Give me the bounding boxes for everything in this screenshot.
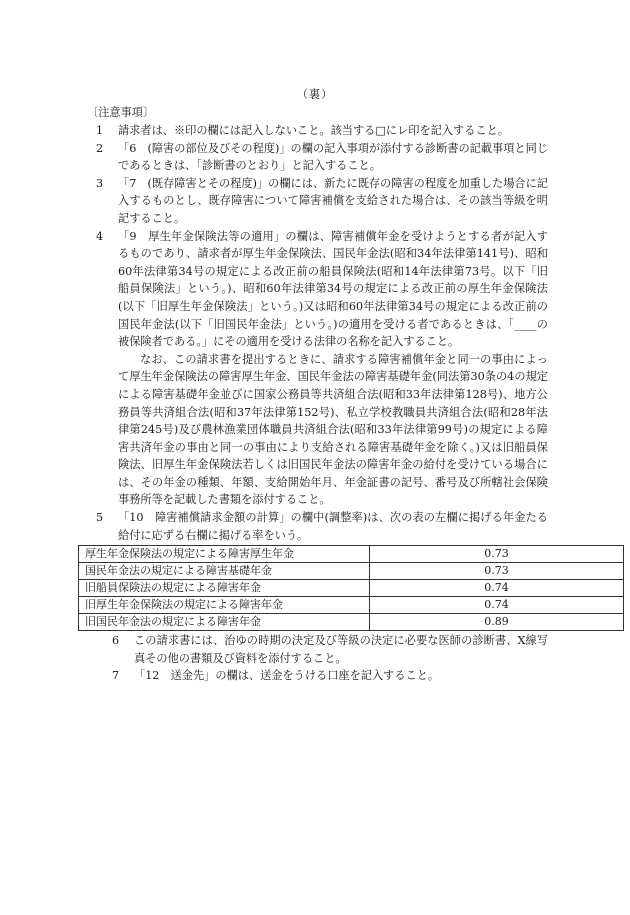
pension-type-cell: 国民年金法の規定による障害基礎年金 <box>79 563 370 580</box>
note-text: 「6 (障害の部位及びその程度)」の欄の記入事項が添付する診断書の記載事項と同じであるときは、「診断書のとおり」と記入すること。 <box>118 141 548 173</box>
page-side-label: （裏） <box>296 88 334 101</box>
note-item-7 <box>96 667 548 685</box>
adjustment-rate-table <box>78 545 624 631</box>
note-item-2 <box>96 140 548 175</box>
pension-type-cell: 厚生年金保険法の規定による障害厚生年金 <box>79 546 370 563</box>
rate-cell: 0.74 <box>370 597 624 614</box>
note-number: 6 <box>112 634 120 648</box>
note-number: 7 <box>112 669 120 683</box>
pension-type-cell: 旧国民年金法の規定による障害年金 <box>79 614 370 631</box>
table-row <box>79 597 624 614</box>
note-text: 「10 障害補償請求金額の計算」の欄中(調整率)は、次の表の左欄に掲げる年金たる給付に応ずる右欄に掲げる率をいう。 <box>118 511 548 542</box>
rate-cell: 0.89 <box>370 614 624 631</box>
note-item-6 <box>96 632 548 667</box>
table-row <box>79 580 624 597</box>
note-item-4-paragraph: なお、この請求書を提出するときに、請求する障害補償年金と同一の事由によって厚生年金保険法の障害厚生年金、国民年金法の障害基礎年金(同法第30条の4の規定による障害基礎年金並びに国家公務員等共済組合法(昭和33年法律第128号)、地方公務員等共済組合法(昭和37年法律第152号)、私立学校教職員共済組合法(昭和28年法律第245号)及び農林漁業団体職員共済組合法(昭和33年法律第99号)の規定による障害共済年金の事由と同一の事由により支給される障害基礎年金を除く。)又は旧船員保険法、旧厚生年金保険法若しくは旧国民年金法の障害年金の給付を受けている場合には、その年金の種類、年額、支給開始年月、年金証書の記号、番号及び所轄社会保険事務所等を記載した書類を添付すること。 <box>118 352 548 507</box>
note-number: 4 <box>96 229 104 243</box>
note-item-3 <box>96 175 548 228</box>
note-text: 「12 送金先」の欄は、送金をうける口座を記入すること。 <box>134 669 440 683</box>
table-row <box>79 563 624 580</box>
pension-type-cell: 旧厚生年金保険法の規定による障害年金 <box>79 597 370 614</box>
note-item-1 <box>96 122 548 140</box>
table-row <box>79 546 624 563</box>
note-number: 3 <box>96 176 104 190</box>
note-text: 請求者は、※印の欄には記入しないこと。該当する□にレ印を記入すること。 <box>118 124 509 137</box>
note-number: 1 <box>96 124 104 137</box>
note-text: この請求書には、治ゆの時期の決定及び等級の決定に必要な医師の診断書、X線写真その他の書類及び資料を添付すること。 <box>134 634 548 665</box>
note-item-4 <box>96 228 548 351</box>
table-row <box>79 614 624 631</box>
rate-cell: 0.73 <box>370 546 624 563</box>
rate-cell: 0.74 <box>370 580 624 597</box>
note-text: 「9 厚生年金保険法等の適用」の欄は、障害補償年金を受けようとする者が記入するものであり、請求者が厚生年金保険法、国民年金法(昭和34年法律第141号)、昭和60年法律第34号の規定による改正前の船員保険法(昭和14年法律第73号。以下「旧船員保険法」という。)、昭和60年法律第34号の規定による改正前の厚生年金保険法(以下「旧厚生年金保険法」という。)又は昭和60年法律第34号の規定による改正前の国民年金法(以下「旧国民年金法」という。)の適用を受ける者であるときは、「____の被保険者である。」にその適用を受ける法律の名称を記入すること。 <box>118 229 548 349</box>
rate-cell: 0.73 <box>370 563 624 580</box>
note-item-5 <box>96 509 548 544</box>
note-number: 5 <box>96 511 104 525</box>
note-text: 「7 (既存障害とその程度)」の欄には、新たに既存の障害の程度を加重した場合に記入するものとし、既存障害について障害補償を支給された場合は、その該当等級を明記すること。 <box>118 176 548 225</box>
note-number: 2 <box>96 141 104 155</box>
pension-type-cell: 旧船員保険法の規定による障害年金 <box>79 580 370 597</box>
notes-section-title: 〔注意事項〕 <box>87 106 155 119</box>
notes-body <box>85 122 548 685</box>
